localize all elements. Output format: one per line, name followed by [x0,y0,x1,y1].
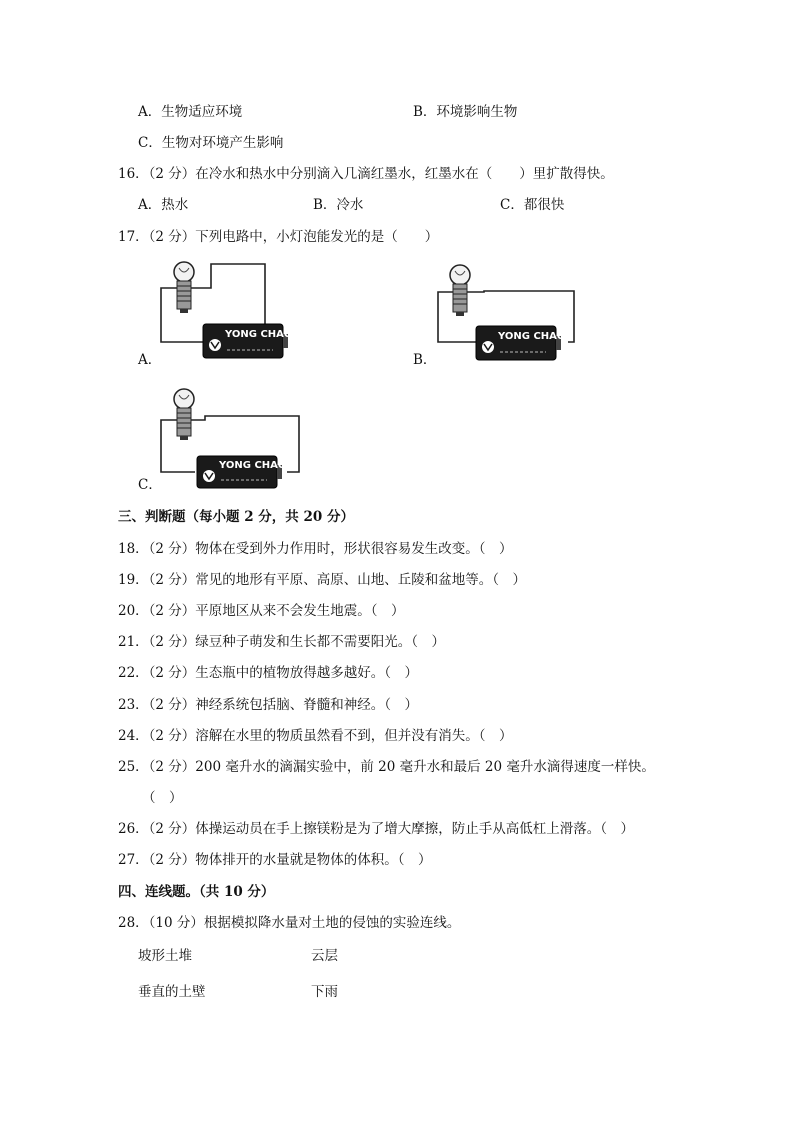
q16-option-b: B．冷水 [313,197,364,213]
match-right-1[interactable]: 云层 [311,948,338,964]
section4-heading: 四、连线题。（共 10 分） [118,884,275,900]
svg-text:YONG CHAO: YONG CHAO [219,460,287,471]
bulb-icon [174,389,194,440]
q15-option-a: A．生物适应环境 [138,104,243,120]
q17-stem: 17．（2 分）下列电路中，小灯泡能发光的是（ ） [118,229,439,245]
q23: 23．（2 分）神经系统包括脑、脊髓和神经。（ ） [118,697,419,713]
q27: 27．（2 分）物体排开的水量就是物体的体积。（ ） [118,852,432,868]
section3-heading: 三、判断题（每小题 2 分，共 20 分） [118,509,354,525]
battery-icon [476,326,565,360]
match-left-2[interactable]: 垂直的土壁 [138,984,206,1000]
q16-option-a: A．热水 [138,197,189,213]
bulb-icon [450,265,470,316]
q17-option-a-label: A． [138,352,162,368]
match-left-1[interactable]: 坡形土堆 [138,948,192,964]
circuit-b-figure [432,262,582,364]
q25: 25．（2 分）200 毫升水的滴漏实验中，前 20 毫升水和最后 20 毫升水滴得速度一样快。 [118,759,655,775]
q18: 18．（2 分）物体在受到外力作用时，形状很容易发生改变。（ ） [118,541,513,557]
q21: 21．（2 分）绿豆种子萌发和生长都不需要阳光。（ ） [118,634,446,650]
q25-answer-paren: （ ） [142,790,183,806]
circuit-c-figure [155,386,305,490]
q19: 19．（2 分）常见的地形有平原、高原、山地、丘陵和盆地等。（ ） [118,572,527,588]
q15-option-b: B．环境影响生物 [413,104,518,120]
q15-option-c: C．生物对环境产生影响 [138,135,284,151]
q16-option-c: C．都很快 [500,197,565,213]
q17-option-c-label: C． [138,477,162,493]
battery-icon [203,324,292,358]
q24: 24．（2 分）溶解在水里的物质虽然看不到，但并没有消失。（ ） [118,728,513,744]
match-right-2[interactable]: 下雨 [311,984,338,1000]
svg-text:YONG CHAO: YONG CHAO [498,331,566,342]
q16-stem: 16．（2 分）在冷水和热水中分别滴入几滴红墨水，红墨水在（ ）里扩散得快。 [118,166,614,182]
q22: 22．（2 分）生态瓶中的植物放得越多越好。（ ） [118,665,419,681]
battery-icon [197,456,286,488]
svg-text:YONG CHAO: YONG CHAO [225,329,293,340]
q17-option-b-label: B． [413,352,437,368]
q26: 26．（2 分）体操运动员在手上擦镁粉是为了增大摩擦，防止手从高低杠上滑落。（ ） [118,821,635,837]
q28-stem: 28．（10 分）根据模拟降水量对土地的侵蚀的实验连线。 [118,915,461,931]
circuit-a-figure [155,258,305,364]
q20: 20．（2 分）平原地区从来不会发生地震。（ ） [118,603,405,619]
